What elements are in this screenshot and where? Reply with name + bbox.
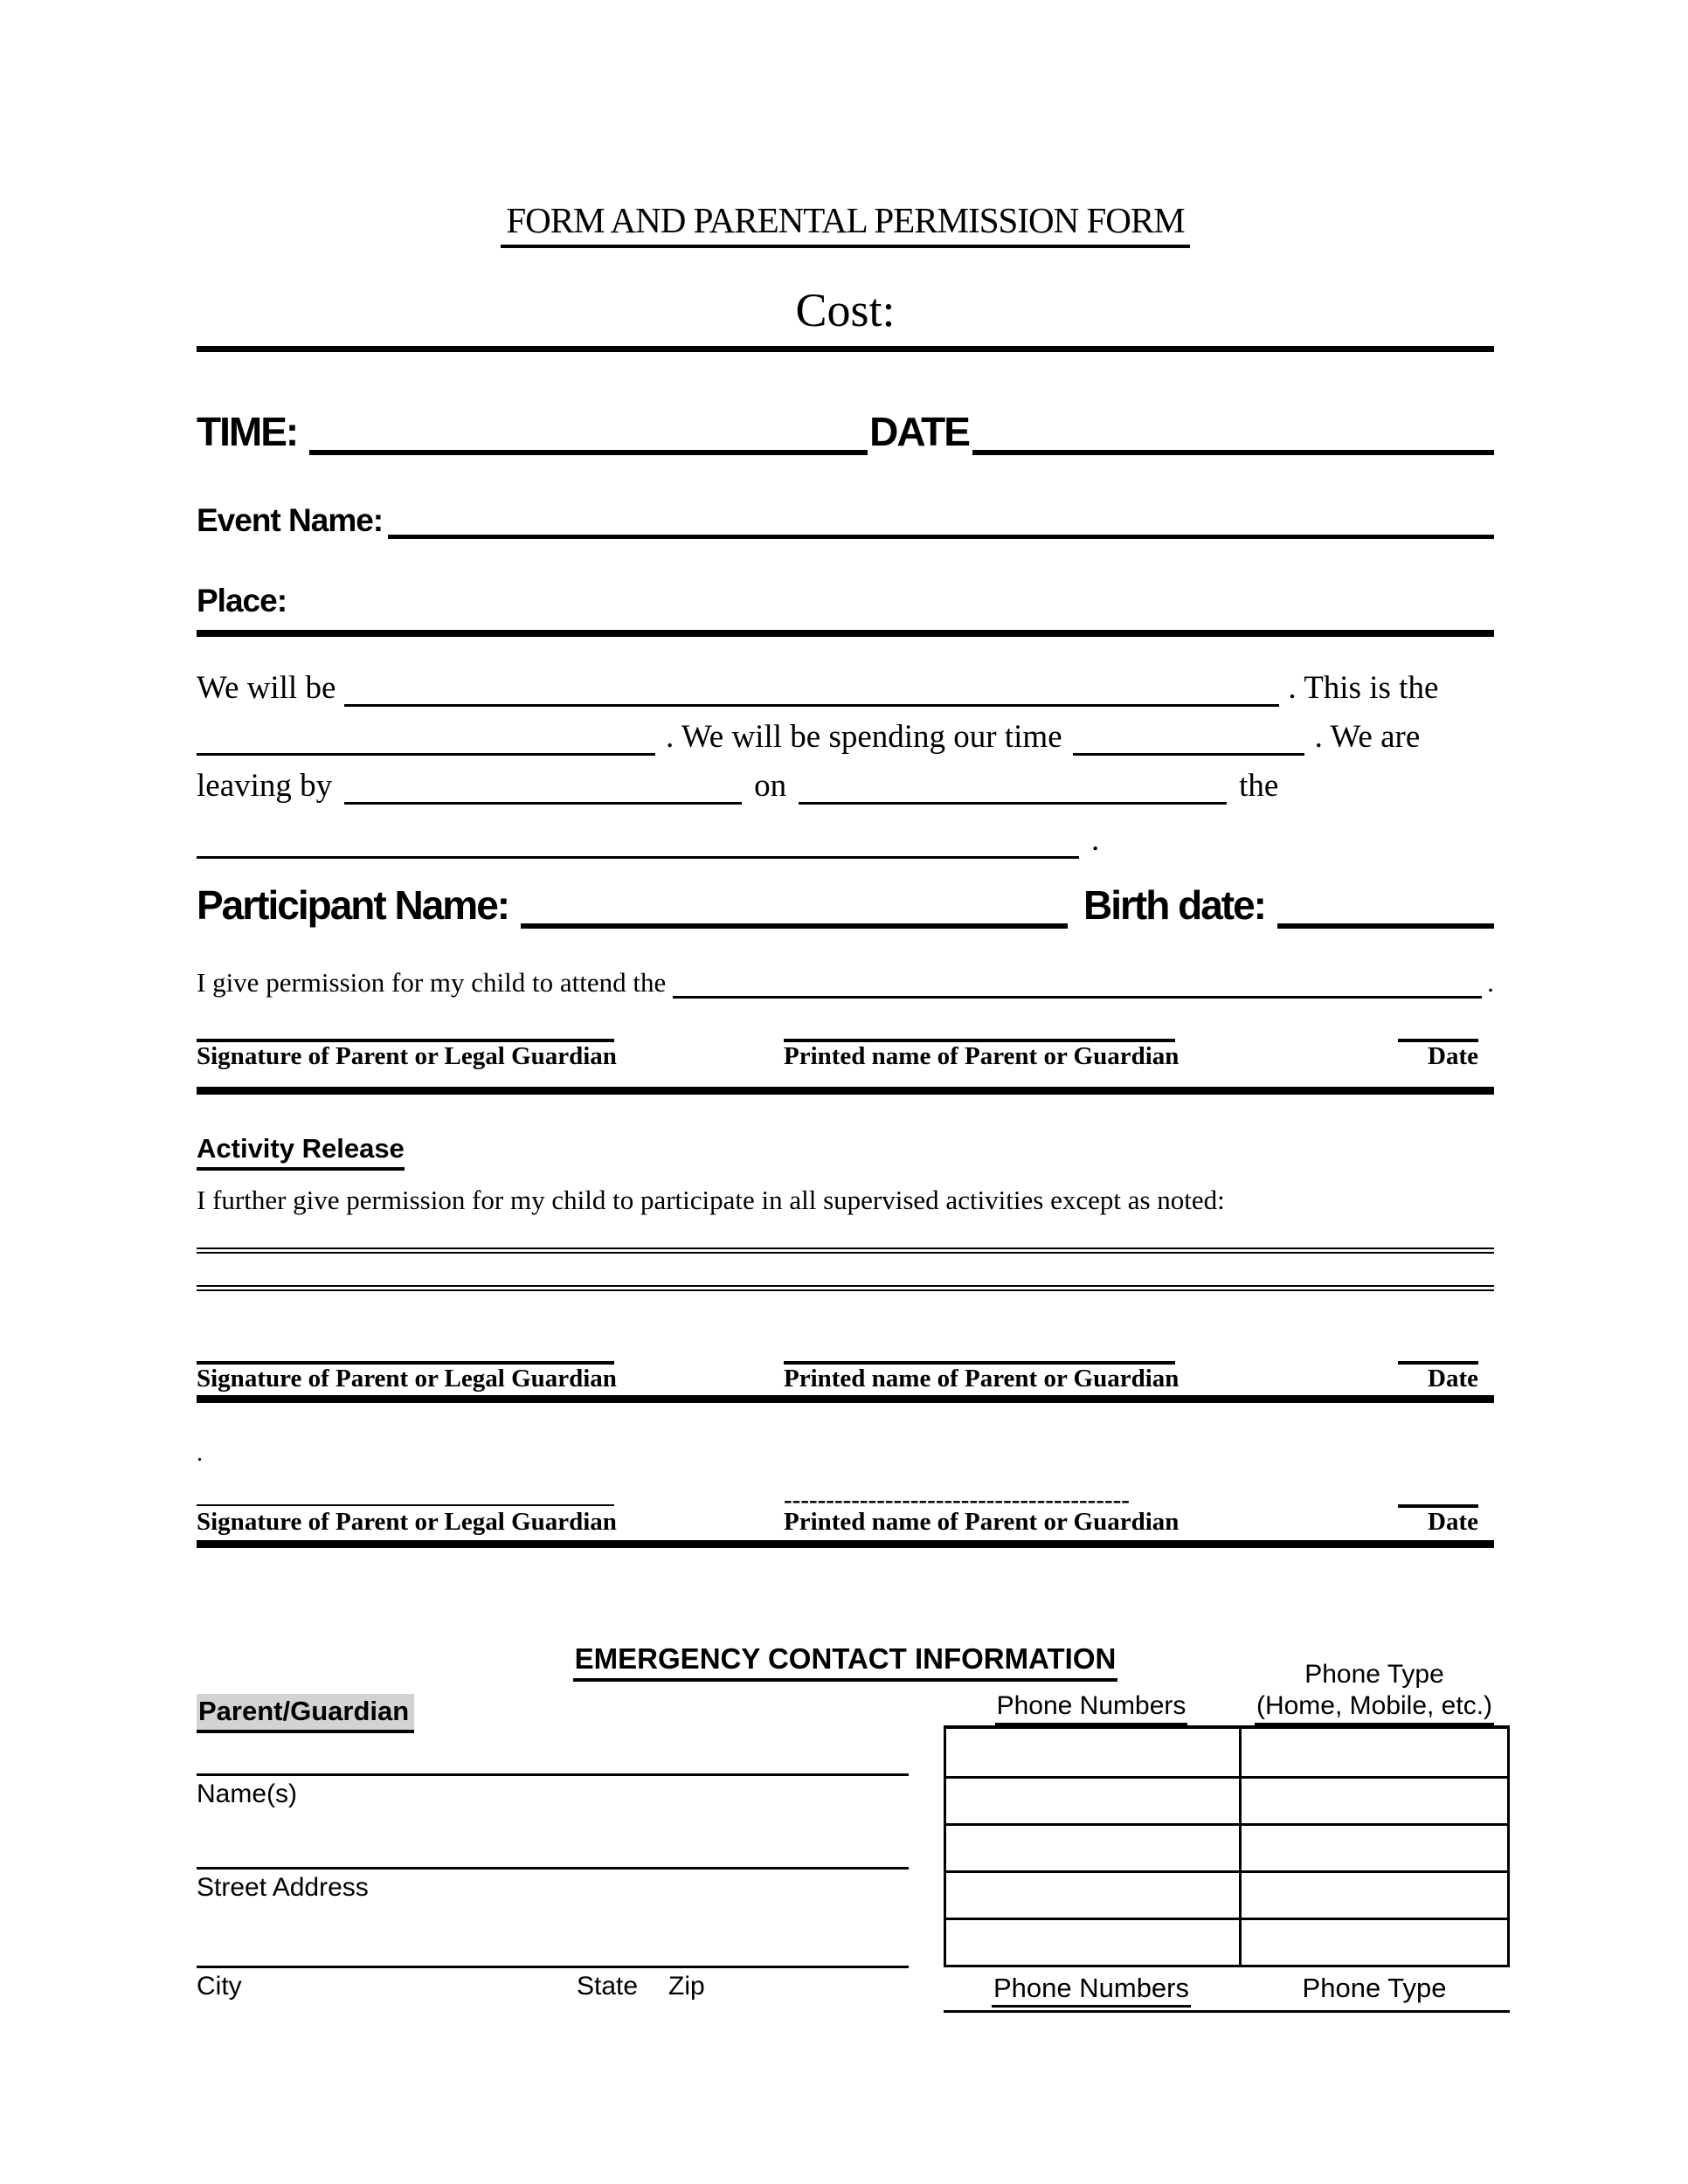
transport-field-line[interactable] [344, 756, 742, 805]
trip-paragraph-line-3 [197, 756, 1494, 805]
names-field-line[interactable] [197, 1773, 909, 1776]
phone-type-subheader-text: (Home, Mobile, etc.) [1255, 1691, 1494, 1725]
phone-numbers-header [944, 1691, 1239, 1725]
form-title [197, 199, 1494, 248]
signature-column [197, 1504, 617, 1537]
event-name-label: Event Name: [197, 502, 384, 538]
birth-date-field-line[interactable] [1277, 883, 1494, 929]
section-divider-rule [197, 1395, 1494, 1403]
phone-number-cell[interactable] [946, 1873, 1239, 1918]
phone-table-row [946, 1776, 1507, 1823]
city-state-zip-field-line[interactable] [197, 1966, 909, 1968]
trip-paragraph-line-1 [197, 658, 1494, 707]
cost-separator-line [197, 346, 1494, 352]
phone-numbers-header-text: Phone Numbers [995, 1691, 1188, 1725]
activity-release-heading [197, 1133, 1494, 1171]
date-column-label: Date [1428, 1508, 1478, 1536]
printed-name-column [784, 1361, 1180, 1393]
attend-permission-text: I give permission for my child to attend the [197, 967, 667, 998]
signature-columns [197, 1039, 1494, 1071]
emergency-contact-heading-text: EMERGENCY CONTACT INFORMATION [573, 1642, 1118, 1682]
paragraph-period: . [1091, 822, 1100, 858]
date-column [1398, 1039, 1478, 1071]
form-content [197, 0, 1494, 2059]
destination-field-line[interactable] [344, 658, 1279, 707]
phone-number-cell[interactable] [946, 1920, 1239, 1965]
city-state-zip-labels [197, 1972, 909, 2001]
attend-event-field-line[interactable] [673, 964, 1482, 999]
signature-block-3 [197, 1492, 1494, 1548]
spending-time-text: . We will be spending our time [666, 719, 1062, 755]
trip-type-field-line[interactable] [197, 707, 655, 756]
section-divider-rule [197, 1540, 1494, 1548]
trip-paragraph-line-2 [197, 707, 1494, 756]
cost-label: Cost: [795, 284, 896, 336]
names-label: Name(s) [197, 1780, 298, 1808]
printed-name-dashed-line: ----------------------------------------- [784, 1492, 1130, 1508]
phone-type-cell[interactable] [1239, 1779, 1507, 1823]
we-are-text: . We are [1314, 719, 1421, 755]
place-field-line[interactable] [197, 630, 1494, 637]
phone-table [944, 1725, 1510, 1967]
on-text: on [754, 768, 787, 804]
phone-type-header-text: Phone Type [1304, 1660, 1444, 1689]
date-field-line[interactable] [972, 410, 1494, 455]
signature-label: Signature of Parent or Legal Guardian [197, 1365, 617, 1393]
participant-row [197, 883, 1494, 929]
form-title-text: FORM AND PARENTAL PERMISSION FORM [501, 199, 1189, 248]
printed-name-column [784, 1039, 1180, 1071]
section-divider-rule [197, 1087, 1494, 1095]
birth-date-label: Birth date: [1083, 882, 1265, 928]
phone-type-cell[interactable] [1239, 1920, 1507, 1965]
printed-name-column [784, 1492, 1180, 1537]
phone-table-row [946, 1918, 1507, 1965]
phone-type-cell[interactable] [1239, 1729, 1507, 1776]
printed-name-label: Printed name of Parent or Guardian [784, 1365, 1180, 1393]
date-column-label: Date [1428, 1042, 1478, 1070]
phone-number-cell[interactable] [946, 1779, 1239, 1823]
departure-date-field-line[interactable] [799, 756, 1227, 805]
street-address-field-line[interactable] [197, 1867, 909, 1870]
event-name-row [197, 501, 1494, 539]
return-field-line[interactable] [197, 810, 1079, 859]
place-label: Place: [197, 583, 287, 619]
emergency-contact-right-column [944, 1660, 1510, 2013]
phone-type-cell[interactable] [1239, 1873, 1507, 1918]
printed-name-label: Printed name of Parent or Guardian [784, 1508, 1180, 1536]
exceptions-write-line-1[interactable] [197, 1248, 1494, 1254]
emergency-contact-left-column [197, 1683, 909, 2001]
phone-table-row [946, 1823, 1507, 1870]
phone-table-footer-labels [944, 1973, 1510, 2008]
trip-paragraph-line-4 [197, 810, 1494, 859]
signature-columns [197, 1492, 1494, 1537]
date-column [1398, 1361, 1478, 1393]
place-row [197, 583, 1494, 619]
phone-table-row [946, 1729, 1507, 1776]
printed-name-label: Printed name of Parent or Guardian [784, 1042, 1180, 1070]
this-is-the-text: . This is the [1288, 670, 1439, 706]
street-address-label: Street Address [197, 1873, 369, 1902]
footer-phone-numbers-label [944, 1973, 1239, 2008]
attend-permission-row [197, 964, 1494, 999]
signature-block-1 [197, 1039, 1494, 1095]
footer-phone-numbers-text: Phone Numbers [992, 1973, 1191, 2008]
signature-column [197, 1361, 617, 1393]
footer-underline [944, 2010, 1510, 2013]
signature-label: Signature of Parent or Legal Guardian [197, 1042, 617, 1070]
signature-columns [197, 1361, 1494, 1393]
time-field-line[interactable] [309, 410, 868, 455]
attend-permission-period: . [1487, 967, 1494, 998]
date-label: DATE [869, 409, 969, 454]
exceptions-write-line-2[interactable] [197, 1285, 1494, 1291]
signature-column [197, 1039, 617, 1071]
date-column [1398, 1504, 1478, 1537]
signature-label: Signature of Parent or Legal Guardian [197, 1508, 617, 1536]
time-label: TIME: [197, 409, 298, 454]
event-name-field-line[interactable] [388, 501, 1494, 539]
footer-phone-type-label: Phone Type [1302, 1973, 1447, 2003]
activity-release-text: I further give permission for my child to participate in all supervised activities except as noted: [197, 1185, 1225, 1215]
time-spent-field-line[interactable] [1073, 707, 1304, 756]
parent-guardian-label: Parent/Guardian [197, 1694, 414, 1733]
zip-label: Zip [668, 1972, 705, 2001]
participant-name-field-line[interactable] [521, 883, 1068, 929]
phone-number-cell[interactable] [946, 1826, 1239, 1870]
participant-name-label: Participant Name: [197, 882, 509, 928]
phone-type-header [1239, 1660, 1510, 1725]
city-label: City [197, 1972, 242, 2001]
the-text: the [1239, 768, 1279, 804]
stray-period: . [197, 1440, 203, 1467]
state-label: State [577, 1972, 639, 2001]
phone-number-cell[interactable] [946, 1729, 1239, 1776]
time-date-row [197, 410, 1494, 455]
trip-paragraph [197, 658, 1494, 859]
phone-table-headers [944, 1660, 1510, 1725]
signature-block-2 [197, 1361, 1494, 1403]
leaving-by-text: leaving by [197, 768, 333, 804]
date-column-label: Date [1428, 1365, 1478, 1393]
emergency-contact-section [197, 1660, 1494, 2059]
phone-type-cell[interactable] [1239, 1826, 1507, 1870]
activity-release-heading-text: Activity Release [197, 1133, 405, 1171]
we-will-be-text: We will be [197, 670, 336, 706]
phone-table-row [946, 1870, 1507, 1918]
